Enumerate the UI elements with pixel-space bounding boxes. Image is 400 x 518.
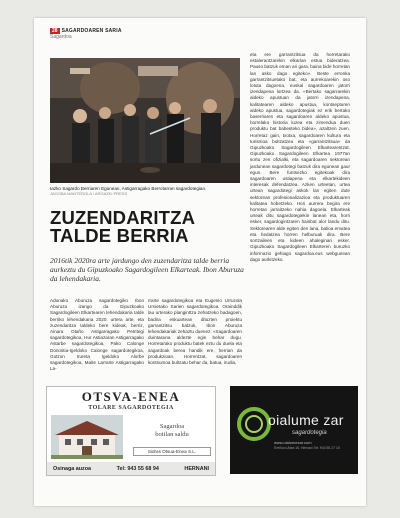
subsection-name: Sagardoa — [50, 34, 72, 40]
ad-right-subtitle: sagardotegia — [292, 430, 327, 436]
article-lead: 2016tik 2020ra arte jardungo den zuzendaritza talde berria aurkeztu du Gipuzkoako Sagardogileen Elkarteak. Ibon Aburuza da lehendakaria. — [50, 256, 244, 283]
ad-right-website: www.oialumezar.com — [274, 440, 312, 445]
oialume-zar-advertisement — [230, 386, 358, 474]
ad-left-footer — [47, 462, 215, 475]
ad-right-address: Ereñozu Atea 16, Hernani Tel: 943 55 27 15 — [274, 446, 340, 450]
crowd-photo-image — [50, 58, 240, 183]
ad-left-tagline-line-2: botilan saldu — [155, 431, 189, 438]
caption-text: Iazko Sagardo Berriaren Egunean, Astigarragako Berrotarran sagardotegian. — [50, 186, 207, 191]
photo-caption — [50, 186, 250, 197]
photo-credit: JAGOBA MANTEROLA / ARGAZKI PRESS — [50, 191, 128, 197]
ad-left-tagline-line-1: Sagardoa — [159, 423, 185, 430]
article-column-2: rrarte sagardotegikoa eta Eugenio Urruzola Urnietako Sarien sagardotegikoa. Orainddik lau urterako planginttza zehatzeko badagoen, badira eskuartean dituzten proiektu garrantzitsu batzuk, Ibon Aburuza lehendakariak zehaztu duenez: «Sagardoaren duintasuna aldezte egin behar dugu. Horretarako produktu batek eztu du duela eta sagardoak berea handik ere, herrian da produkzioan. Horrentzat, sagardoaren kontsumoa bultzatu behar da, batua, irudia, — [148, 298, 242, 366]
ad-right-name: oialume zar — [268, 412, 344, 428]
oialume-logo-icon — [236, 406, 272, 442]
ad-left-tagline — [133, 423, 211, 439]
ad-left-title: OTSVA-ENEA — [81, 389, 181, 404]
ad-left-town: HERNANI — [184, 465, 209, 472]
page-number: 28 — [52, 28, 58, 34]
page-header — [50, 28, 122, 40]
ad-left-phone: Tel: 943 55 68 94 — [116, 465, 159, 472]
article-column-3: eta ere garrantzitsua da horretarako estalerantzarekin elkarlan estua bideratzea. Pauso batzuk eman ari gara, baina bide horretan lan asko dago egiteko». Beste erronka garrantzitsuetako bat, eta aurrekoarekin oso lotuta dagoena, euskal sagardoaren jatorri izendapena lortzea da. «Bertako sagarrarekin aldeko apustuan da jatorri izendapena, kalitatearen aldeko apustua, kontsepturen aldeko apustua, sagardotegiak ez erik bertako baserriaren eta sagardoaren aldeko apustua, horrelako historia luzea eta zimendua duen produktu bat babesteko bidea», azaltzen zuen. Horretaz gain, txotxa, sagardoaren kultura eta turismoa bultzatzea eta «garrantzitsua» da Gipuzkoako Sagardogileen Elkartearentzat. Gipuzkoako Sagardogileen Elkartea 1977an sortu zen ofizialki, eta sagardoaren sektorean jardunean sagardotegi batzuk dira egunean gaur egun. Bere funtsezko egitekoak dira sagardoaren ustiapena eta elkartekideen interesak defendatzea. Azken urteetan, urtea urtean sagardotegi askok lan egiten dute sektorean profesionalizazioa eta produktuaren kalitatea hobetzeko. Hori aurrera begira ere horretan jarraitzeko nahia dagoela. Elkarteak urteak ditu sagardotegiekin lanean eta, horri esker, sagardogintzaren hainbat alor landu ditu. Sektorearen alde egiten den lana, balioa ematea eta hedatzea horren helburuak dira. Bere sortzaileen eta kideen ahaleginari esker. Gipuzkoako Sagardogileen Elkarteren buruzko informazio gehiago sagardoa.eus webgunean dago aurkitzeko. — [250, 52, 350, 262]
newspaper-page — [34, 18, 366, 506]
section-name: SAGARDOAREN SARIA — [61, 28, 122, 34]
title-line-1: ZUZENDARITZA — [50, 207, 196, 228]
article-column-1: Adunako Aburuza sagardotegiko Ibon Aburuza izango da Gipuzkoako Sagardogileen Elkartearen lehendakaria talde berriko lehendakaria 2020. urtera arte, eta zuzendaritza taldeko bere kideak, berriz, Ainara Otaño Astigarragako Petritegi sagardotegikoa, Hur Astiazaran Astigarragako Astarbe sagardotegikoa, Pako Calonge Donostia-Igeldoko Calonge sagardotegikoa, Gotzon Irureta Igeldoko Alorbe sagardotegikoa, Maite Larrarte Astigarragako La- — [50, 298, 144, 372]
article-photo — [50, 58, 240, 183]
farmhouse-image — [51, 415, 123, 459]
ad-left-address: Osinaga auzoa — [53, 465, 92, 472]
title-line-2: TALDE BERRIA — [50, 225, 189, 246]
ad-left-subtitle: TOLARE SAGARDOTEGIA — [88, 405, 174, 411]
ad-left-sign: Sidras Otsua-Enea S.L. — [133, 447, 211, 456]
otsua-enea-advertisement — [46, 386, 216, 476]
article-title — [50, 209, 250, 245]
